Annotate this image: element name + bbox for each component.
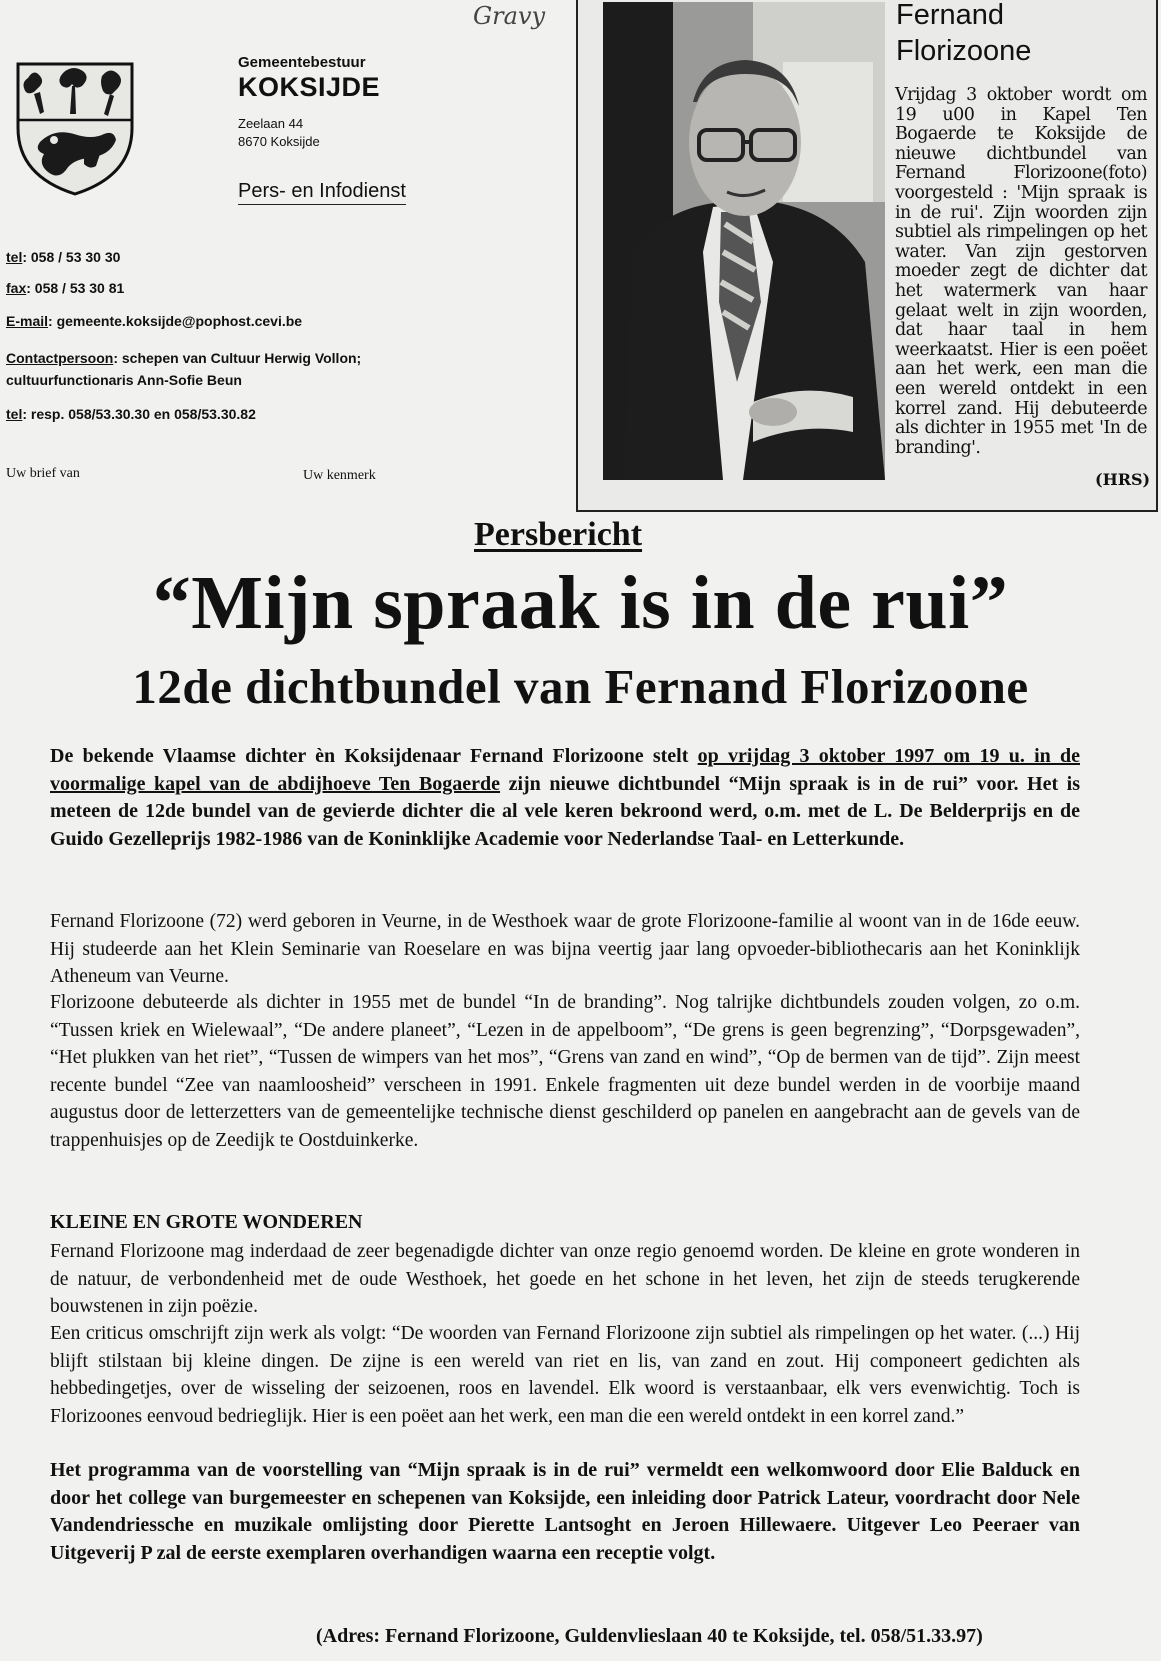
biography-paragraph: Fernand Florizoone (72) werd geboren in Veurne, in de Westhoek waar de grote Florizoone-familie al woont van in de 16de eeuw. Hij studeerde aan het Klein Seminarie van Roeselare en was bijna veertig jaar lang opvoeder-bibliothecaris aan het Koninklijk Atheneum van Veurne. xyxy=(50,911,1080,987)
portrait-photo xyxy=(603,2,885,480)
resp-value: : resp. 058/53.30.30 en 058/53.30.82 xyxy=(22,406,256,422)
wonders-paragraph-1: Fernand Florizoone mag inderdaad de zeer begenadigde dichter van onze regio genoemd worden. De kleine en grote wonderen in de natuur, de verbondenheid met de oude Westhoek, het goede en het schone in het leven, het zijn de steeds terugkerende bouwstenen in zijn poëzie. xyxy=(50,1241,1080,1317)
resp-label: tel xyxy=(6,406,23,422)
section-heading: KLEINE EN GROTE WONDEREN xyxy=(50,1211,363,1233)
intro-event-details: op vrijdag 3 oktober 1997 om 19 u. in de voormalige kapel van de abdijhoeve Ten Bogaerde xyxy=(50,745,1080,795)
email-value: : gemeente.koksijde@pophost.cevi.be xyxy=(48,313,303,329)
clipping-title-line-2: Florizoone xyxy=(896,35,1032,67)
press-release-label: Persbericht xyxy=(474,516,643,553)
clipping-credit: (HRS) xyxy=(1095,470,1151,489)
your-reference-label: Uw kenmerk xyxy=(303,468,376,483)
clipping-text xyxy=(895,86,1147,458)
debut-paragraph: Florizoone debuteerde als dichter in 1955 met de bundel “In de branding”. Nog talrijke dichtbundels zouden volgen, zo o.m. “Tussen kriek en Wielewaal”, “De andere planeet”, “Lezen in de appelboom”, “De grens is geen begrenzing”, “Dorpsgewaden”, “Het plukken van het riet”, “Tussen de wimpers van het mos”, “Grens van zand en wind”, “Op de bermen van de tijd”. Zijn meest recente bundel “Zee van naamloosheid” verscheen in 1991. Enkele fragmenten uit deze bundel werden in de voorbije maand augustus door de letterzetters van de gemeentelijke technische dienst geschilderd op panelen en aangebracht aan de gevels van de trappenhuisjes op de Zeedijk te Oostduinkerke. xyxy=(50,992,1080,1151)
intro-paragraph xyxy=(50,743,1080,853)
municipal-crest-icon xyxy=(14,58,136,198)
clipping-title-line-1: Fernand xyxy=(896,0,1005,31)
contact-value: : schepen van Cultuur Herwig Vollon; xyxy=(113,350,362,366)
phone-value: : 058 / 53 30 30 xyxy=(22,249,121,265)
contact-label: Contactpersoon xyxy=(6,350,114,366)
phone-line xyxy=(6,249,120,265)
org-name: KOKSIJDE xyxy=(238,72,381,102)
intro-text-start: De bekende Vlaamse dichter èn Koksijdenaar Fernand Florizoone stelt xyxy=(50,745,698,767)
poet-address: (Adres: Fernand Florizoone, Guldenvlieslaan 40 te Koksijde, tel. 058/51.33.97) xyxy=(316,1625,983,1647)
fax-value: : 058 / 53 30 81 xyxy=(26,280,125,296)
phone-label: tel xyxy=(6,249,23,265)
clipping-paragraph: Vrijdag 3 oktober wordt om 19 u00 in Kapel Ten Bogaerde te Koksijde de nieuwe dichtbundel van Fernand Florizoone(foto) voorgesteld : 'Mijn spraak is in de rui'. Zijn woorden zijn subtiel als rimpelingen op het water. Van zijn gestorven moeder zegt de dichter dat het watermerk van haar gelaat welt in zijn woorden, dat haar taal in hem weerkaatst. Hier is een poëet aan het werk, een man die een wereld ontdekt in een korrel zand. Hij debuteerde als dichter in 1955 met 'In de branding'. xyxy=(895,85,1147,458)
page-title: “Mijn spraak is in de rui” xyxy=(152,561,1009,645)
address-city: 8670 Koksijde xyxy=(238,134,320,149)
intro-text-end: zijn nieuwe dichtbundel “Mijn spraak is in de rui” voor. Het is meteen de 12de bundel van de gevierde dichter die al vele keren bekroond werd, o.m. met de L. De Belderprijs en de Guido Gezelleprijs 1982-1986 van de Koninklijke Academie voor Nederlandse Taal- en Letterkunde. xyxy=(50,772,1081,850)
fax-line xyxy=(6,280,124,296)
contact-person-line-2: cultuurfunctionaris Ann-Sofie Beun xyxy=(6,372,242,388)
contact-person-line xyxy=(6,350,361,366)
service-name: Pers- en Infodienst xyxy=(238,180,406,205)
org-label: Gemeentebestuur xyxy=(238,54,366,71)
address-street: Zeelaan 44 xyxy=(238,116,304,131)
page-subtitle: 12de dichtbundel van Fernand Florizoone xyxy=(132,659,1029,714)
responsible-phone-line xyxy=(6,406,256,422)
program-paragraph: Het programma van de voorstelling van “Mijn spraak is in de rui” vermeldt een welkomwoord door Elie Balduck en door het college van burgemeester en schepenen van Koksijde, een inleiding door Patrick Lateur, voordracht door Nele Vandendriessche en muzikale omlijsting door Pierette Lantsoght en Jeroen Hillewaere. Uitgever Leo Peeraer van Uitgeverij P zal de eerste exemplaren overhandigen waarna een receptie volgt. xyxy=(50,1459,1080,1564)
email-line xyxy=(6,313,302,329)
handwritten-note: Gravy xyxy=(473,2,546,30)
email-label: E-mail xyxy=(6,313,49,329)
fax-label: fax xyxy=(6,280,27,296)
critic-quote-paragraph: Een criticus omschrijft zijn werk als volgt: “De woorden van Fernand Florizoone zijn subtiel als rimpelingen op het water. (...) Hij blijft stilstaan bij kleine dingen. De zijne is een wereld van riet en lis, van zand en zout. Hij componeert gedichten als hebbedingetjes, over de wisseling der seizoenen, roos en lavendel. Elk woord is verstaanbaar, elk vers evenwichtig. Toch is Florizoones eenvoud bedrieglijk. Hier is een poëet aan het werk, een man die een wereld ontdekt in een korrel zand.” xyxy=(50,1323,1080,1427)
your-letter-label: Uw brief van xyxy=(6,466,80,481)
